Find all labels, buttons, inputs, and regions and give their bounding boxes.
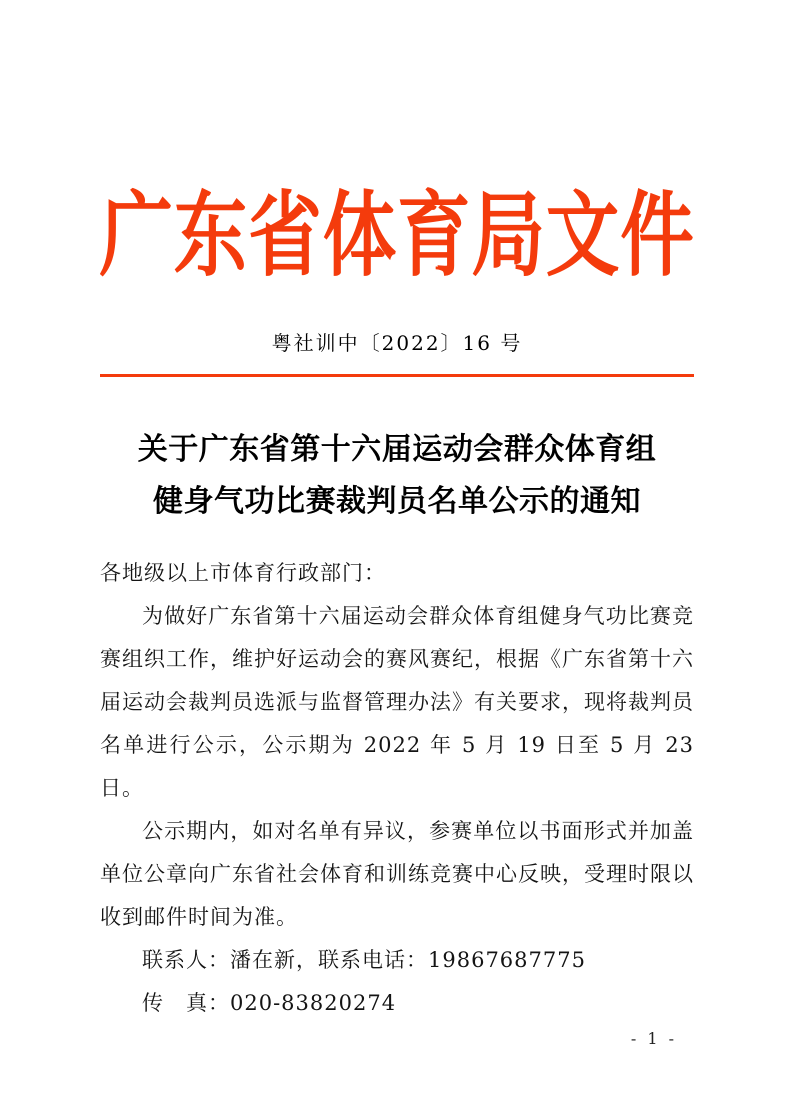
body-paragraph-2: 公示期内，如对名单有异议，参赛单位以书面形式并加盖单位公章向广东省社会体育和训练竞赛中心反映，受理时限以收到邮件时间为准。 <box>100 819 694 929</box>
fax-line: 传 真：020-83820274 <box>142 991 397 1015</box>
document-title-line-1: 关于广东省第十六届运动会群众体育组 <box>137 432 657 467</box>
page-number: - 1 - <box>630 1029 678 1048</box>
contact-line: 联系人：潘在新，联系电话：19867687775 <box>142 948 586 972</box>
document-body <box>100 552 694 1025</box>
document-title <box>0 424 794 528</box>
salutation-line: 各地级以上市体育行政部门： <box>100 561 386 585</box>
document-title-line-2: 健身气功比赛裁判员名单公示的通知 <box>153 484 641 519</box>
document-number: 粤社训中〔2022〕16 号 <box>271 331 523 355</box>
body-paragraph-1: 为做好广东省第十六届运动会群众体育组健身气功比赛竞赛组织工作，维护好运动会的赛风赛纪，根据《广东省第十六届运动会裁判员选派与监督管理办法》有关要求，现将裁判员名单进行公示，公示期为 2022 年 5 月 19 日至 5 月 23 日。 <box>100 604 694 800</box>
agency-header-title: 广东省体育局文件 <box>99 181 695 289</box>
red-divider-line <box>100 374 694 377</box>
